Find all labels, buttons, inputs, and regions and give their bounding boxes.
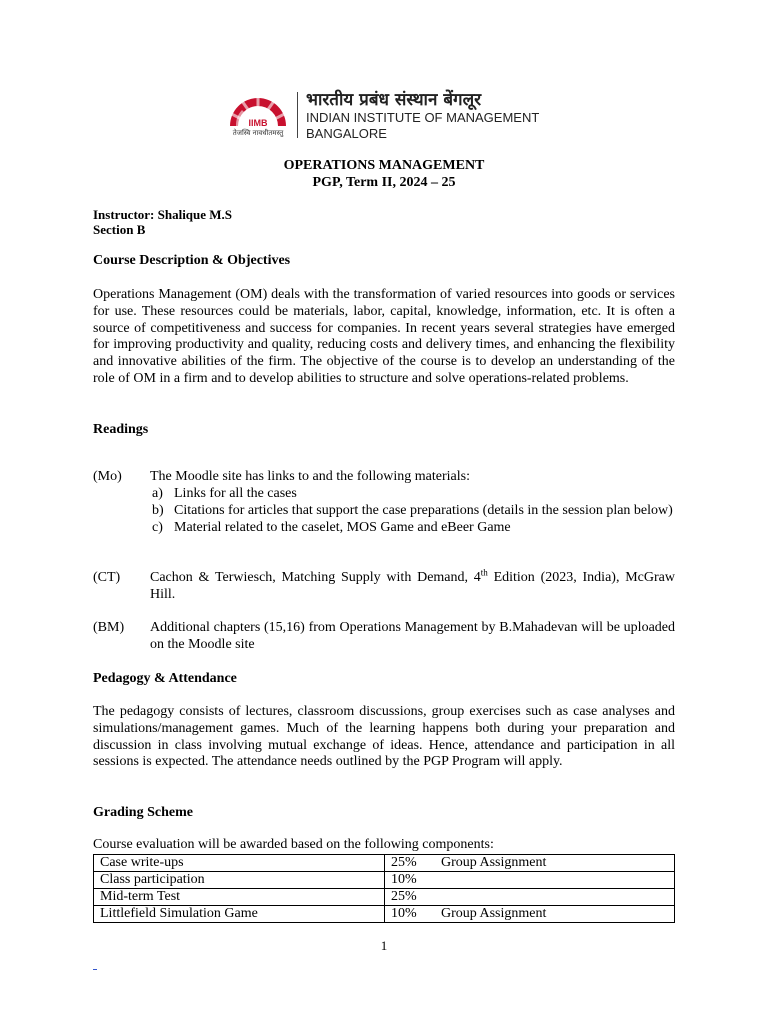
table-row xyxy=(94,872,675,889)
reading-text xyxy=(150,567,675,604)
list-item xyxy=(150,486,675,503)
edition-superscript: th xyxy=(480,567,488,578)
component-cell: Case write-ups xyxy=(94,855,385,872)
reading-tag: (CT) xyxy=(93,570,121,585)
table-row xyxy=(94,889,675,906)
institute-name-line1: INDIAN INSTITUTE OF MANAGEMENT xyxy=(306,110,540,125)
course-description-heading: Course Description & Objectives xyxy=(93,253,291,268)
component-cell: Class participation xyxy=(94,872,385,889)
page-number: 1 xyxy=(380,938,388,953)
section-line: Section B xyxy=(93,222,146,237)
logo-divider xyxy=(297,92,298,138)
grading-intro: Course evaluation will be awarded based on the following components: xyxy=(93,837,494,852)
table-row xyxy=(94,855,675,872)
pedagogy-heading: Pedagogy & Attendance xyxy=(93,671,237,686)
emblem-text: IIMB xyxy=(248,118,268,128)
list-item xyxy=(150,503,675,520)
instructor-line: Instructor: Shalique M.S xyxy=(93,207,233,222)
component-cell: Littlefield Simulation Game xyxy=(94,906,385,923)
table-row xyxy=(94,906,675,923)
institute-logo xyxy=(222,86,552,144)
grading-heading: Grading Scheme xyxy=(93,805,193,820)
institute-name-hindi: भारतीय प्रबंध संस्थान बेंगलूर xyxy=(306,90,482,110)
list-item-text: Material related to the caselet, MOS Game and eBeer Game xyxy=(174,519,511,535)
textbook-citation: Cachon & Terwiesch, Matching Supply with Demand, 4 xyxy=(150,570,481,585)
list-item-text: Citations for articles that support the case preparations (details in the session plan below) xyxy=(174,502,673,518)
component-cell: Mid-term Test xyxy=(94,889,385,906)
reading-text: The Moodle site has links to and the following materials: xyxy=(150,469,470,484)
weight-value: 10% xyxy=(391,872,417,887)
weight-cell xyxy=(385,889,675,906)
course-description-body: Operations Management (OM) deals with the transformation of varied resources into goods or services for use. These resources could be materials, labor, capital, knowledge, information, etc. It is often a source of competitiveness and success for companies. In recent years several strategies have emerged for improving productivity and quality, reducing costs and delivery times, and enhancing the flexibility and innovative abilities of the firm. The objective of the course is to develop an understanding of the role of OM in a firm and to develop abilities to structure and solve operations-related problems. xyxy=(93,287,675,386)
reading-text: Additional chapters (15,16) from Operations Management by B.Mahadevan will be uploaded on the Moodle site xyxy=(150,620,675,652)
grading-table xyxy=(93,854,675,923)
pedagogy-body: The pedagogy consists of lectures, classroom discussions, group exercises such as case analyses and simulations/management games. Much of the learning happens both during your preparation and discussion in class involving mutual exchange of ideas. Hence, attendance and participation in all sessions is expected. The attendance needs outlined by the PGP Program will apply. xyxy=(93,704,675,770)
weight-cell xyxy=(385,872,675,889)
course-term: PGP, Term II, 2024 – 25 xyxy=(312,175,456,190)
weight-note: Group Assignment xyxy=(441,855,547,870)
weight-note: Group Assignment xyxy=(441,906,547,921)
list-item xyxy=(150,520,675,537)
readings-heading: Readings xyxy=(93,422,149,437)
reading-tag: (Mo) xyxy=(93,469,122,484)
moodle-materials-list xyxy=(150,486,675,536)
weight-value: 25% xyxy=(391,889,417,904)
footer-link-mark xyxy=(93,969,97,970)
list-letter: c) xyxy=(152,519,163,535)
weight-cell xyxy=(385,855,675,872)
list-letter: b) xyxy=(152,502,164,518)
textbook-publisher: Edition (2023, India), McGraw Hill. xyxy=(150,570,675,602)
weight-cell xyxy=(385,906,675,923)
list-letter: a) xyxy=(152,486,163,501)
reading-tag: (BM) xyxy=(93,620,125,635)
list-item-text: Links for all the cases xyxy=(174,486,297,501)
weight-value: 10% xyxy=(391,906,417,921)
weight-value: 25% xyxy=(391,855,417,870)
institute-name-line2: BANGALORE xyxy=(306,126,387,141)
course-title: OPERATIONS MANAGEMENT xyxy=(283,158,485,173)
emblem-motto: तेजस्वि नावधीतमस्तु xyxy=(232,129,284,137)
